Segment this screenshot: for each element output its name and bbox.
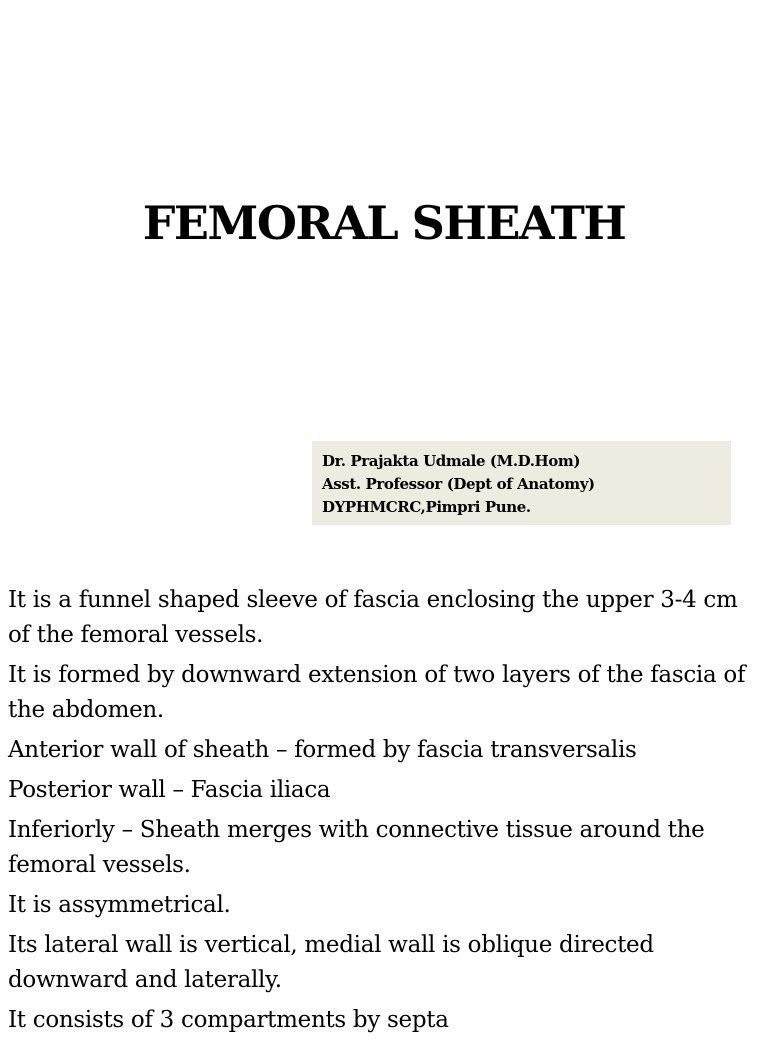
body-paragraph: It is assymmetrical. bbox=[8, 892, 231, 918]
author-info-box bbox=[312, 441, 731, 525]
slide-title: FEMORAL SHEATH bbox=[142, 196, 626, 250]
body-paragraph: It is formed by downward extension of two layers of the fascia of the abdomen. bbox=[8, 662, 746, 723]
body-paragraph: It is a funnel shaped sleeve of fascia enclosing the upper 3-4 cm of the femoral vessels. bbox=[8, 587, 738, 648]
body-paragraph: Its lateral wall is vertical, medial wall is oblique directed downward and laterally. bbox=[8, 932, 654, 993]
body-paragraph: It consists of 3 compartments by septa bbox=[8, 1007, 449, 1033]
author-name: Dr. Prajakta Udmale (M.D.Hom) bbox=[322, 452, 581, 470]
slide-body bbox=[8, 583, 764, 1043]
body-paragraph: Posterior wall – Fascia iliaca bbox=[8, 777, 331, 803]
author-institution: DYPHMCRC,Pimpri Pune. bbox=[322, 498, 531, 516]
body-paragraph: Inferiorly – Sheath merges with connective tissue around the femoral vessels. bbox=[8, 817, 705, 878]
author-position: Asst. Professor (Dept of Anatomy) bbox=[322, 475, 595, 493]
body-paragraph: Anterior wall of sheath – formed by fascia transversalis bbox=[8, 737, 637, 763]
